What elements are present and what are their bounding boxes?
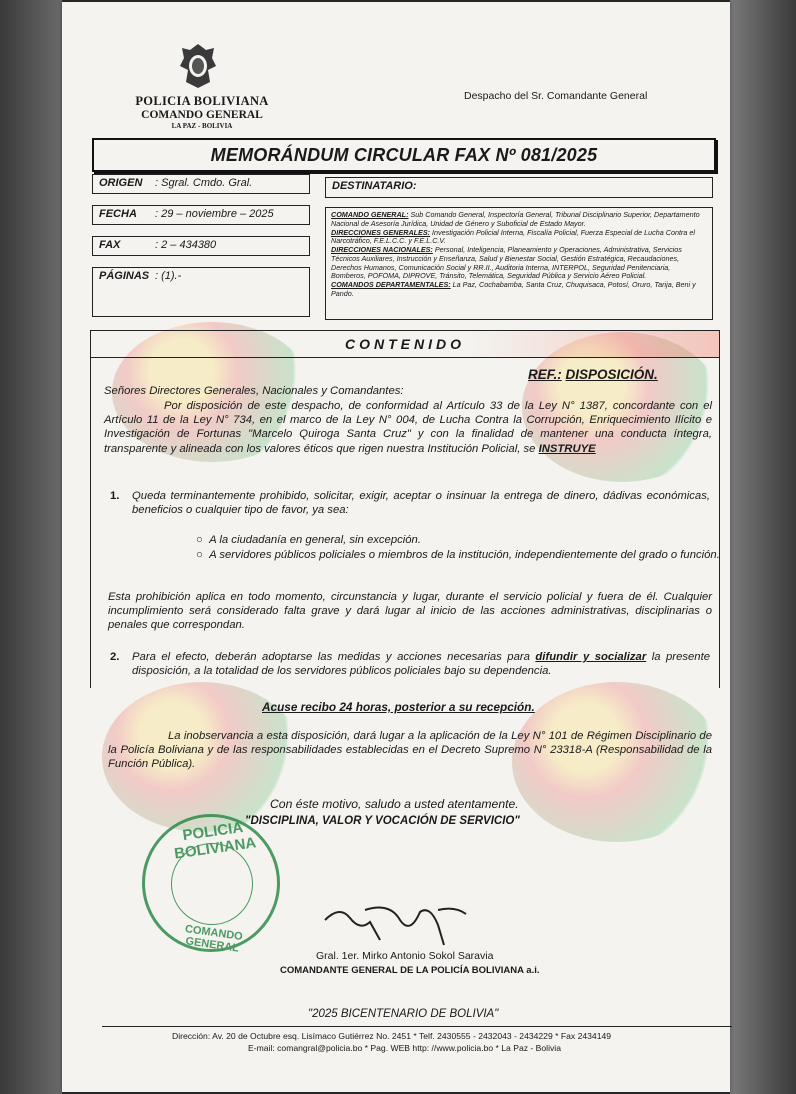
official-seal	[142, 814, 280, 955]
intro-text: Por disposición de este despacho, de conformidad al Artículo 33 de la Ley N° 1387, concordante con el Artículo 11 de la Ley N° 734, en el marco de la Ley N° 004, de Lucha Contra la Corrupción, Enriquecimiento Ilícito e Investigación de Fortunas "Marcelo Quiroga Santa Cruz" y con la finalidad de mantener una conducta íntegra, transparente y alineada con los valores éticos que rigen nuestra Institución Policial, se	[104, 400, 712, 455]
item-2-text-a: Para el efecto, deberán adoptarse las medidas y acciones necesarias para	[132, 651, 536, 663]
origen-label: ORIGEN	[99, 177, 143, 189]
dest-dg-text: Investigación Policial Interna, Fiscalía Policial, Fuerza Especial de Lucha Contra el Narcotráfico, F.E.L.C.C. y F.E.L.C.V.	[331, 227, 695, 246]
paginas-value: : (1).-	[155, 270, 182, 282]
dest-cmd-text: Sub Comando General, Inspectoría General, Tribunal Disciplinario Superior, Departamento Nacional de Asesoría Jurídica, Unidad de Género y Suboficial de Estado Mayor.	[331, 210, 700, 228]
signature-name: Gral. 1er. Mirko Antonio Sokol Saravia	[316, 950, 494, 962]
seal-bottom-text: COMANDO GENERAL	[184, 923, 244, 955]
dest-dn-text: Personal, Inteligencia, Planeamiento y Operaciones, Administrativa, Servicios Técnicos Auxiliares, Instrucción y Enseñanza, Salud y Bienestar Social, Gestión Estratégica, Recaudaciones, Derechos Humanos, Comunicación Social y RR.II., Auditoria Interna, INTERPOL, Seguridad Penitenciaria, Bomberos, POFOMA, DIPROVE, Tránsito, Telemática, Seguridad Pública y Servicio Aéreo Policial.	[331, 245, 682, 281]
fax-field	[92, 236, 310, 256]
photo-left-edge	[0, 0, 62, 1094]
dest-dg-label: DIRECCIONES GENERALES:	[331, 227, 431, 237]
bullet-2	[196, 548, 724, 562]
prohibicion-paragraph: Esta prohibición aplica en todo momento, circunstancia y lugar, durante el servicio policial y fuera de él. Cualquier incumplimiento será considerado falta grave y dará lugar al inicio de las acciones administrativas, disciplinarias o penales que correspondan.	[108, 591, 712, 632]
contenido-heading: CONTENIDO	[90, 330, 720, 358]
seal-emblem-icon	[171, 843, 253, 925]
fecha-label: FECHA	[99, 208, 137, 220]
destinatario-label: DESTINATARIO:	[325, 177, 713, 198]
ref-line	[528, 367, 658, 382]
origen-field	[92, 174, 310, 194]
bicentenario-line: "2025 BICENTENARIO DE BOLIVIA"	[308, 1008, 499, 1020]
memo-title: MEMORÁNDUM CIRCULAR FAX Nº 081/2025	[92, 138, 716, 172]
bullet-1-text: A la ciudadanía en general, sin excepción.	[209, 534, 421, 546]
item-1-number: 1.	[110, 490, 120, 502]
destinatario-list	[325, 207, 713, 320]
org-city: LA PAZ - BOLIVIA	[171, 122, 233, 130]
instruye-text: INSTRUYE	[538, 442, 596, 455]
dest-cd-text: La Paz, Cochabamba, Santa Cruz, Chuquisaca, Potosí, Oruro, Tarija, Beni y Pando.	[331, 280, 696, 299]
footer-address: Dirección: Av. 20 de Octubre esq. Lisímaco Gutiérrez No. 2451 * Telf. 2430555 - 2432043 - 2434229 * Fax 2434149	[172, 1031, 612, 1041]
bullet-2-text: A servidores públicos policiales o miembros de la institución, independientemente del grado o función.	[209, 549, 720, 561]
fax-value: : 2 – 434380	[155, 239, 217, 251]
dest-dn-label: DIRECCIONES NACIONALES:	[331, 245, 433, 255]
inobservancia-paragraph: La inobservancia a esta disposición, dará lugar a la aplicación de la Ley N° 101 de Régimen Disciplinario de la Policía Boliviana y de las responsabilidades establecidas en el Decreto Supremo N° 23318-A (Responsabilidad de la Función Pública).	[108, 730, 712, 771]
item-2-bold: difundir y socializar	[535, 651, 647, 663]
bullet-1	[196, 533, 696, 547]
photo-right-edge	[730, 0, 796, 1094]
org-name: POLICIA BOLIVIANA	[135, 94, 269, 108]
signature-scribble-icon	[320, 900, 470, 950]
intro-paragraph	[104, 399, 712, 456]
item-2-text	[132, 650, 710, 678]
signature-role: COMANDANTE GENERAL DE LA POLICÍA BOLIVIANA a.i.	[280, 965, 540, 976]
fecha-value: : 29 – noviembre – 2025	[155, 208, 274, 220]
origen-value: : Sgral. Cmdo. Gral.	[155, 177, 253, 189]
dest-cmd-label: COMANDO GENERAL:	[331, 210, 409, 219]
office-name: Despacho del Sr. Comandante General	[464, 90, 648, 102]
document-page	[62, 2, 730, 1092]
footer-contact: E-mail: comangral@policia.bo * Pag. WEB http: //www.policia.bo * La Paz - Bolivia	[248, 1043, 561, 1053]
paginas-field	[92, 267, 310, 317]
ref-label: REF.:	[528, 367, 562, 382]
seal-top-text: POLICIA BOLIVIANA	[173, 818, 258, 863]
dest-cd-label: COMANDOS DEPARTAMENTALES:	[331, 280, 451, 290]
closing-line: Con éste motivo, saludo a usted atentamente.	[270, 797, 519, 811]
greeting: Señores Directores Generales, Nacionales y Comandantes:	[104, 385, 404, 397]
fax-label: FAX	[99, 239, 121, 251]
item-2-number: 2.	[110, 651, 120, 663]
acuse-recibo: Acuse recibo 24 horas, posterior a su recepción.	[262, 700, 535, 714]
item-2-text-b: la presente disposición, a la totalidad de los servidores públicos policiales bajo su dependencia.	[132, 651, 710, 678]
paginas-label: PÁGINAS	[99, 270, 150, 282]
item-1-text: Queda terminantemente prohibido, solicitar, exigir, aceptar o insinuar la entrega de dinero, dádivas económicas, beneficios o cualquier tipo de favor, ya sea:	[132, 490, 710, 517]
circle-bullet-icon: ○	[196, 549, 210, 561]
fecha-field	[92, 205, 310, 225]
footer-divider	[102, 1026, 732, 1027]
circle-bullet-icon: ○	[196, 534, 210, 546]
org-unit: COMANDO GENERAL	[141, 109, 263, 121]
police-crest-icon	[178, 42, 218, 90]
ref-value: DISPOSICIÓN.	[565, 367, 658, 382]
motto-line: "DISCIPLINA, VALOR Y VOCACIÓN DE SERVICIO"	[245, 815, 520, 827]
